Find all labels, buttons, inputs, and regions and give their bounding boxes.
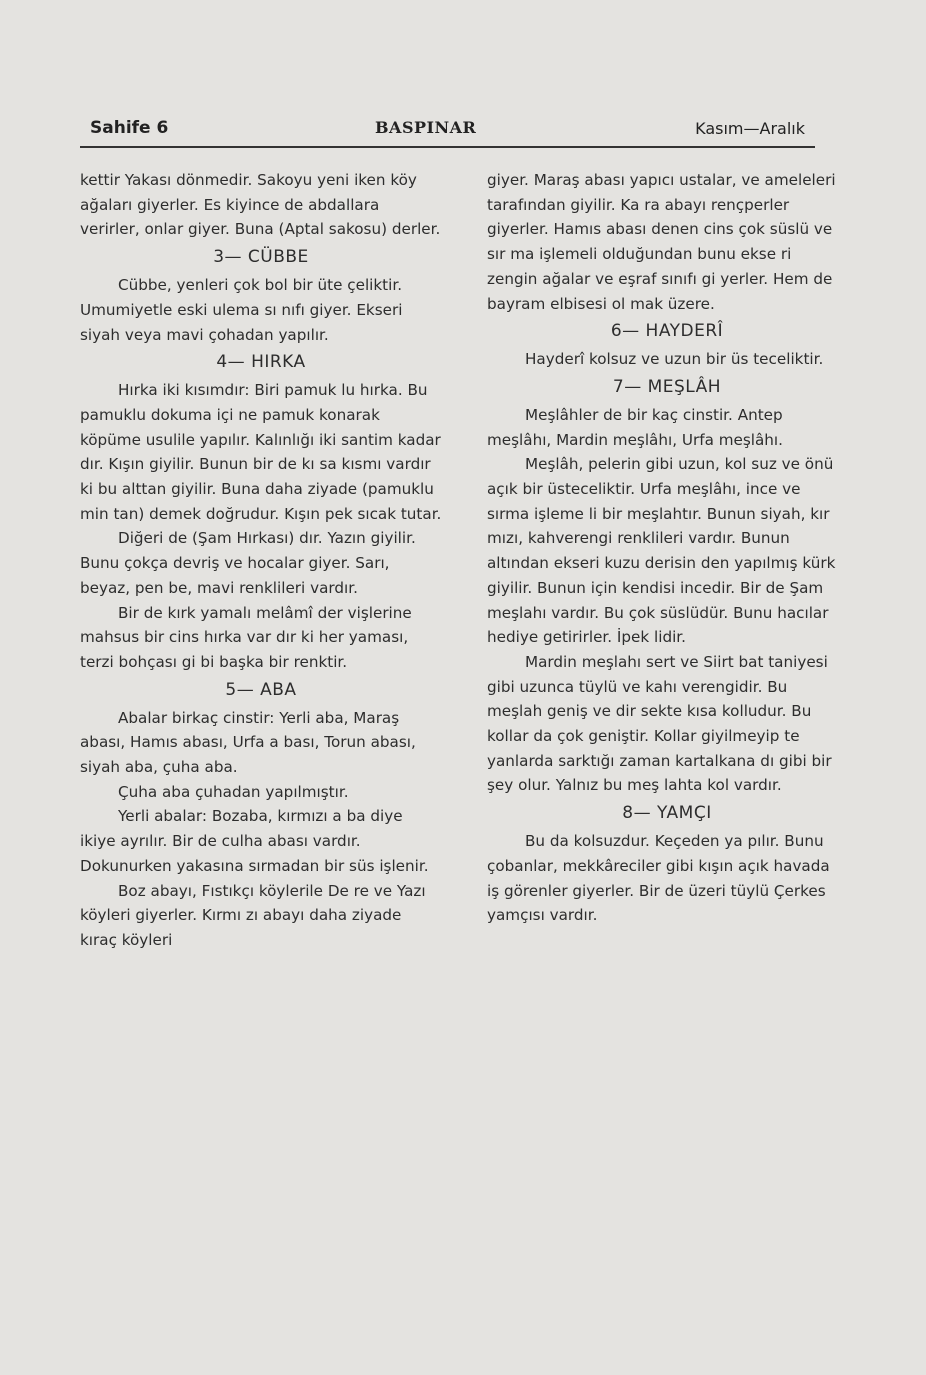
section-heading-hayderi: 6— HAYDERÎ [610,321,724,342]
newspaper-title: BASPINAR [375,118,477,137]
section-heading-cubbe: 3— CÜBBE [213,247,309,268]
section-heading-meslah: 7— MEŞLÂH [612,376,722,397]
paragraph: Meşlâhler de bir kaç cinstir. Antep meşlâhı, Mardin meşlâhı, Urfa meşlâhı. [487,405,783,449]
paragraph: Hırka iki kısımdır: Biri pamuk lu hırka. Bu pamuklu dokuma içi ne pamuk konarak köpüme usulile yapılır. Kalınlığı iki santim kadar dır. Kışın giyilir. Bunun bir de kı sa kısmı vardır ki bu alttan giyilir. Buna daha ziyade (pamuklu min tan) demek doğrudur. Kışın pek sıcak tutar. [80,381,442,523]
paragraph: Abalar birkaç cinstir: Yerli aba, Maraş abası, Hamıs abası, Urfa a bası, Torun abası, siyah aba, çuha aba. [80,708,416,777]
page-number: Sahife 6 [90,118,169,138]
section-heading-yamci: 8— YAMÇI [622,803,712,824]
header-rule [80,146,815,148]
page-header [90,118,805,144]
paragraph: Mardin meşlahı sert ve Siirt bat taniyesi gibi uzunca tüylü ve kahı verengidir. Bu meşlah geniş ve dir sekte kısa kolludur. Bu kollar da çok geniştir. Kollar giyilmeyip te yanlarda sarktığı zaman kartalkana dı gibi bir şey olur. Yalnız bu meş lahta kol vardır. [487,652,832,795]
paragraph: Hayderî kolsuz ve uzun bir üs teceliktir. [525,350,824,369]
paragraph: Çuha aba çuhadan yapılmıştır. [118,782,349,801]
paragraph: Diğeri de (Şam Hırkası) dır. Yazın giyilir. Bunu çokça devriş ve hocalar giyer. Sarı, beyaz, pen be, mavi renklileri vardır. [80,529,416,597]
section-heading-aba: 5— ABA [225,679,297,700]
paragraph: kettir Yakası dönmedir. Sakoyu yeni iken köy ağaları giyerler. Es kiyince de abdallara verirler, onlar giyer. Buna (Aptal sakosu) derler. [80,171,441,239]
left-column [80,168,442,953]
paragraph: Yerli abalar: Bozaba, kırmızı a ba diye ikiye ayrılır. Bir de culha abası vardır. Dokunurken yakasına sırmadan bir süs işlenir. [80,807,429,875]
issue-date: Kasım—Aralık [695,119,805,138]
paragraph: Cübbe, yenleri çok bol bir üte çeliktir. Umumiyetle eski ulema sı nıfı giyer. Ekseri siyah veya mavi çohadan yapılır. [80,276,403,344]
section-heading-hirka: 4— HIRKA [216,352,306,373]
paragraph: Boz abayı, Fıstıkçı köylerile De re ve Yazı köyleri giyerler. Kırmı zı abayı daha ziyade kıraç köyleri [80,881,426,949]
paragraph: Bir de kırk yamalı melâmî der vişlerine mahsus bir cins hırka var dır ki her yaması, terzi bohçası gi bi başka bir renktir. [80,603,412,671]
paragraph: giyer. Maraş abası yapıcı ustalar, ve ameleleri tarafından giyilir. Ka ra abayı rençperler giyerler. Hamıs abası denen cins çok süslü ve sır ma işlemeli olduğundan bunu ekse ri zengin ağalar ve eşraf sınıfı gi yerler. Hem de bayram elbisesi ol mak üzere. [487,171,836,313]
right-column [487,168,837,928]
paragraph: Meşlâh, pelerin gibi uzun, kol suz ve önü açık bir üsteceliktir. Urfa meşlâhı, ince ve sırma işleme li bir meşlahtır. Bunun siyah, kır mızı, kahverengi renklileri vardır. Bunun altından ekseri kuzu derisin den yapılmış kürk giyilir. Bunun için kendisi incedir. Bir de Şam meşlahı vardır. Bu çok süslüdür. Bunu hacılar hediye getirirler. İpek lidir. [487,455,836,647]
paragraph: Bu da kolsuzdur. Keçeden ya pılır. Bunu çobanlar, mekkâreciler gibi kışın açık havada iş görenler giyerler. Bir de üzeri tüylü Çerkes yamçısı vardır. [487,832,830,925]
